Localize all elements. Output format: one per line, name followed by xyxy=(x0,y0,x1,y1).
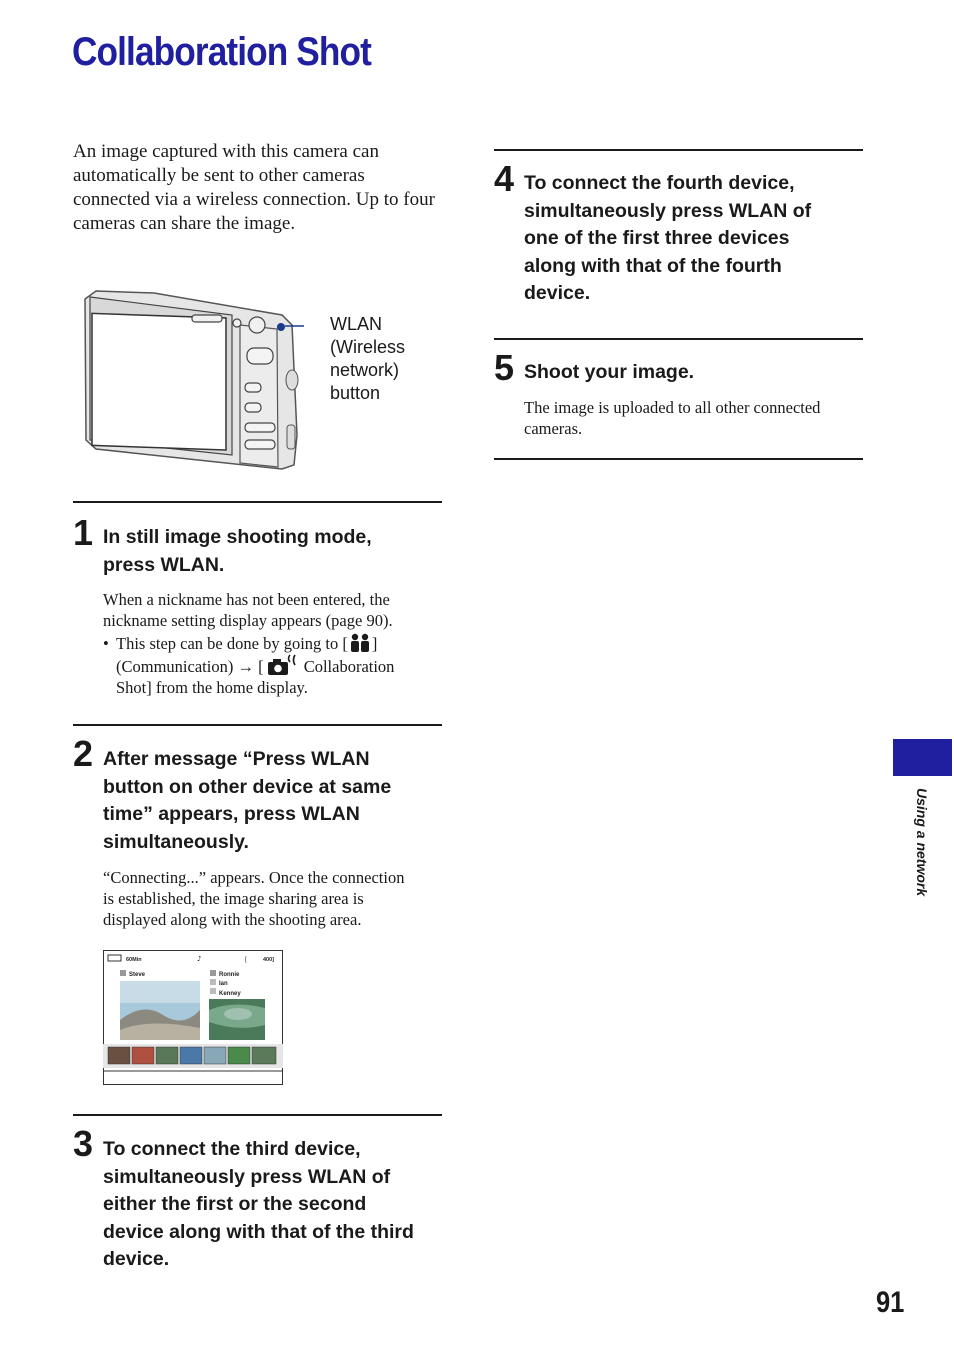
section-end-rule xyxy=(494,458,863,460)
step-number: 4 xyxy=(494,158,515,199)
shared-area-photo xyxy=(209,999,265,1040)
right-user-name: Ronnie xyxy=(219,972,240,978)
wlan-button-callout: WLAN (Wireless network) button xyxy=(330,314,405,403)
step-body: When a nickname has not been entered, the nickname setting display appears (page 90). • This step can be done by going to [ ] (Communication) → [ Collaboration Shot] from the home display. xyxy=(103,589,443,698)
step-body: “Connecting...” appears. Once the connection is established, the image sharing area is displayed along with the shooting area. xyxy=(103,868,405,929)
page-title: Collaboration Shot xyxy=(72,30,371,74)
intro-paragraph: An image captured with this camera can automatically be sent to other cameras connected via a wireless connection. Up to four cameras can share the image. xyxy=(73,141,435,234)
step-3 xyxy=(73,1114,442,1286)
section-tab xyxy=(893,739,952,776)
arrow-icon: → xyxy=(237,657,254,676)
step-body: The image is uploaded to all other connected cameras. xyxy=(524,398,821,438)
mic-icon: ♪ xyxy=(197,955,202,963)
step-heading: After message “Press WLAN button on other device at same time” appears, press WLAN simultaneously. xyxy=(103,748,392,853)
step-5 xyxy=(494,338,863,450)
step-heading: To connect the third device, simultaneously press WLAN of either the first or the second device along with that of the third device. xyxy=(103,1138,414,1270)
page-number: 91 xyxy=(876,1286,905,1319)
step-heading: Shoot your image. xyxy=(524,361,695,383)
sharing-screen-illustration xyxy=(103,950,283,1085)
step-heading: In still image shooting mode, press WLAN. xyxy=(103,526,372,576)
camera-illustration xyxy=(82,285,304,475)
battery-text: 60Min xyxy=(126,957,142,963)
step-number: 3 xyxy=(73,1123,94,1164)
left-user-name: Steve xyxy=(129,972,146,978)
count-bracket: [ xyxy=(245,957,247,963)
right-user-name: Ian xyxy=(219,981,228,987)
shooting-area-photo xyxy=(120,981,200,1040)
section-label: Using a network xyxy=(914,788,930,897)
step-4 xyxy=(494,149,863,331)
step-bullet: • This step can be done by going to [ ] (Communication) → [ Collaboration Shot] from the home display. xyxy=(103,634,395,697)
collaboration-shot-icon xyxy=(264,654,300,676)
step-number: 1 xyxy=(73,512,94,553)
step-number: 2 xyxy=(73,733,94,774)
step-1 xyxy=(73,501,442,713)
communication-icon xyxy=(348,633,372,653)
camera-lcd-screen xyxy=(92,313,226,450)
step-heading: To connect the fourth device, simultaneously press WLAN of one of the first three devices along with that of the fourth device. xyxy=(524,172,812,304)
shot-count: 400] xyxy=(263,957,275,963)
step-number: 5 xyxy=(494,347,515,388)
wlan-button-icon xyxy=(277,323,285,331)
right-user-name: Kenney xyxy=(219,991,241,997)
